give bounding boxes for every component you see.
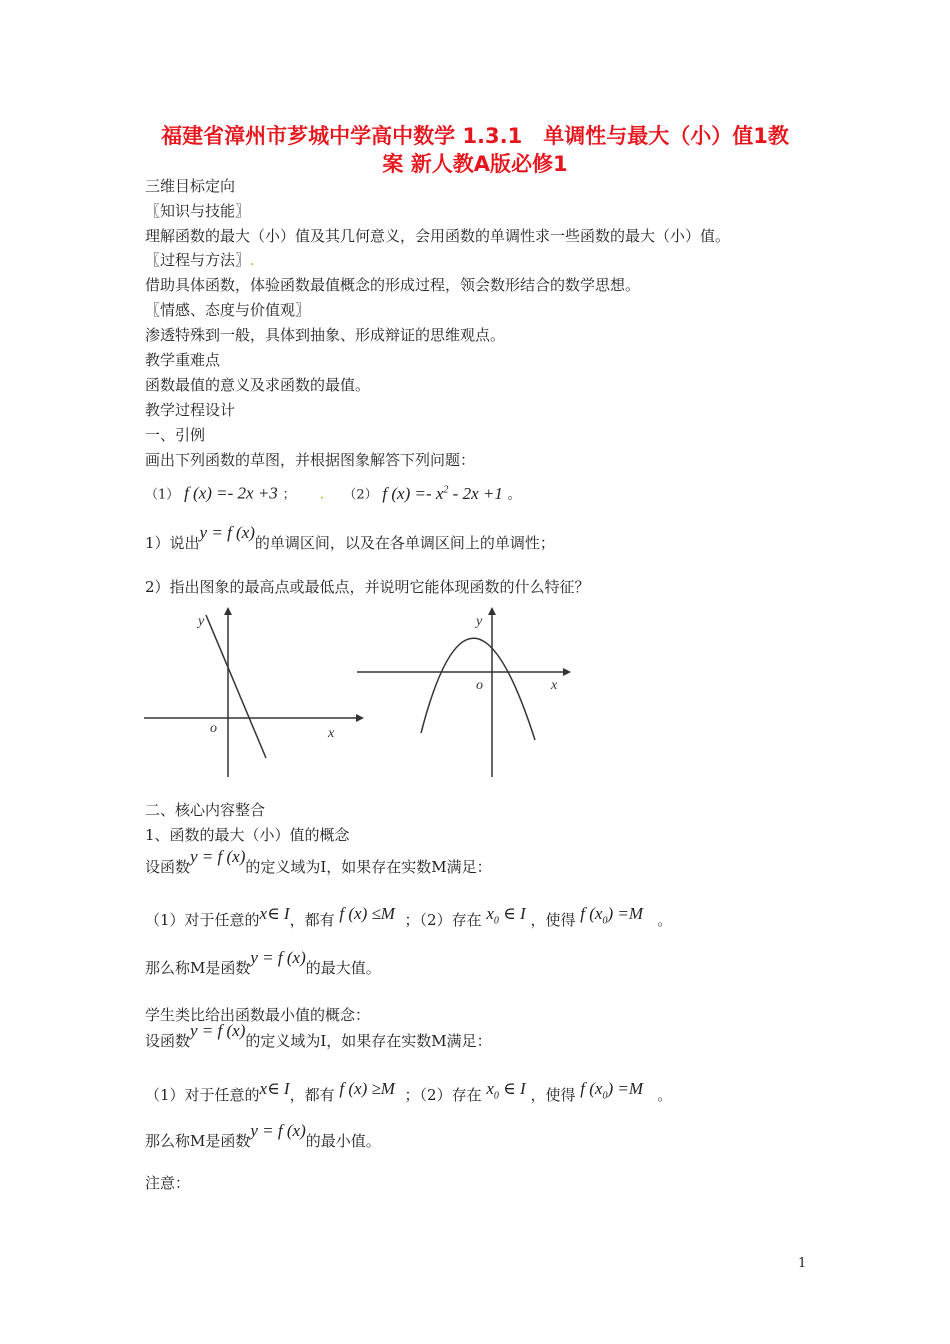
heading-max-min-concept: 1、函数的最大（小）值的概念 <box>145 826 350 844</box>
text-emotion: 渗透特殊到一般，具体到抽象、形成辩证的思维观点。 <box>145 326 506 344</box>
formula-ex1: f (x) =- 2x +3 <box>184 483 278 503</box>
naming-max: 那么称M是函数y = f (x)的最大值。 <box>145 948 381 977</box>
heading-emotion: 〖情感、态度与价值观〗 <box>145 301 311 319</box>
x-axis-label: x <box>328 726 335 741</box>
example-functions: （1） f (x) =- 2x +3 ； . （2） f $(x) =- x^2 - 2x +1$ 。 <box>145 483 521 503</box>
conditions-min: （1）对于任意的x∈ I，都有 f (x) ≥M ；（2）存在 $x_0$ ∈ I ，使得 f $(x_0) =M$ 。 <box>145 1079 673 1104</box>
heading-knowledge: 〖知识与技能〗 <box>145 202 251 220</box>
x-axis-arrow <box>563 668 571 676</box>
text-analogy-min: 学生类比给出函数最小值的概念： <box>145 1006 371 1024</box>
origin-label: o <box>210 721 217 736</box>
page-number: 1 <box>798 1256 807 1271</box>
title-line-1: 福建省漳州市芗城中学高中数学 1.3.1 单调性与最大（小）值1教 <box>161 124 789 148</box>
text-key-points: 函数最值的意义及求函数的最值。 <box>145 376 371 394</box>
text-process: 借助具体函数，体验函数最值概念的形成过程，领会数形结合的数学思想。 <box>145 276 641 294</box>
definition-max: 设函数y = f (x)的定义域为I，如果存在实数M满足： <box>145 847 492 876</box>
heading-objectives: 三维目标定向 <box>145 177 236 195</box>
text-draw-graphs: 画出下列函数的草图，并根据图象解答下列问题： <box>145 451 476 469</box>
x-axis-label: x <box>551 678 558 693</box>
question-2: 2）指出图象的最高点或最低点，并说明它能体现函数的什么特征？ <box>145 578 590 596</box>
heading-example: 一、引例 <box>145 426 206 444</box>
text-knowledge: 理解函数的最大（小）值及其几何意义，会用函数的单调性求一些函数的最大（小）值。 <box>145 227 731 245</box>
definition-min: 设函数y = f (x)的定义域为I，如果存在实数M满足： <box>145 1021 492 1050</box>
y-axis-label: y <box>198 614 205 629</box>
document-title <box>120 122 830 178</box>
formula-ex2: f $(x) =- x^2 - 2x +1$ <box>382 483 503 503</box>
y-axis-arrow <box>224 607 232 615</box>
heading-note: 注意： <box>145 1174 191 1192</box>
conditions-max: （1）对于任意的x∈ I，都有 f (x) ≤M ；（2）存在 $x_0$ ∈ I ，使得 f $(x_0) =M$ 。 <box>145 904 673 929</box>
question-1: 1）说出y = f (x)的单调区间，以及在各单调区间上的单调性； <box>145 523 555 552</box>
naming-min: 那么称M是函数y = f (x)的最小值。 <box>145 1121 381 1150</box>
title-line-2: 案 新人教A版必修1 <box>382 152 568 176</box>
graph-linear <box>140 605 365 785</box>
heading-design: 教学过程设计 <box>145 401 236 419</box>
y-axis-label: y <box>476 614 483 629</box>
heading-core-content: 二、核心内容整合 <box>145 801 266 819</box>
origin-label: o <box>476 678 483 693</box>
graph-parabola <box>355 605 575 785</box>
heading-key-points: 教学重难点 <box>145 351 221 369</box>
line-graph <box>206 615 266 758</box>
heading-process: 〖过程与方法〗. <box>145 251 255 269</box>
y-axis-arrow <box>488 607 496 615</box>
